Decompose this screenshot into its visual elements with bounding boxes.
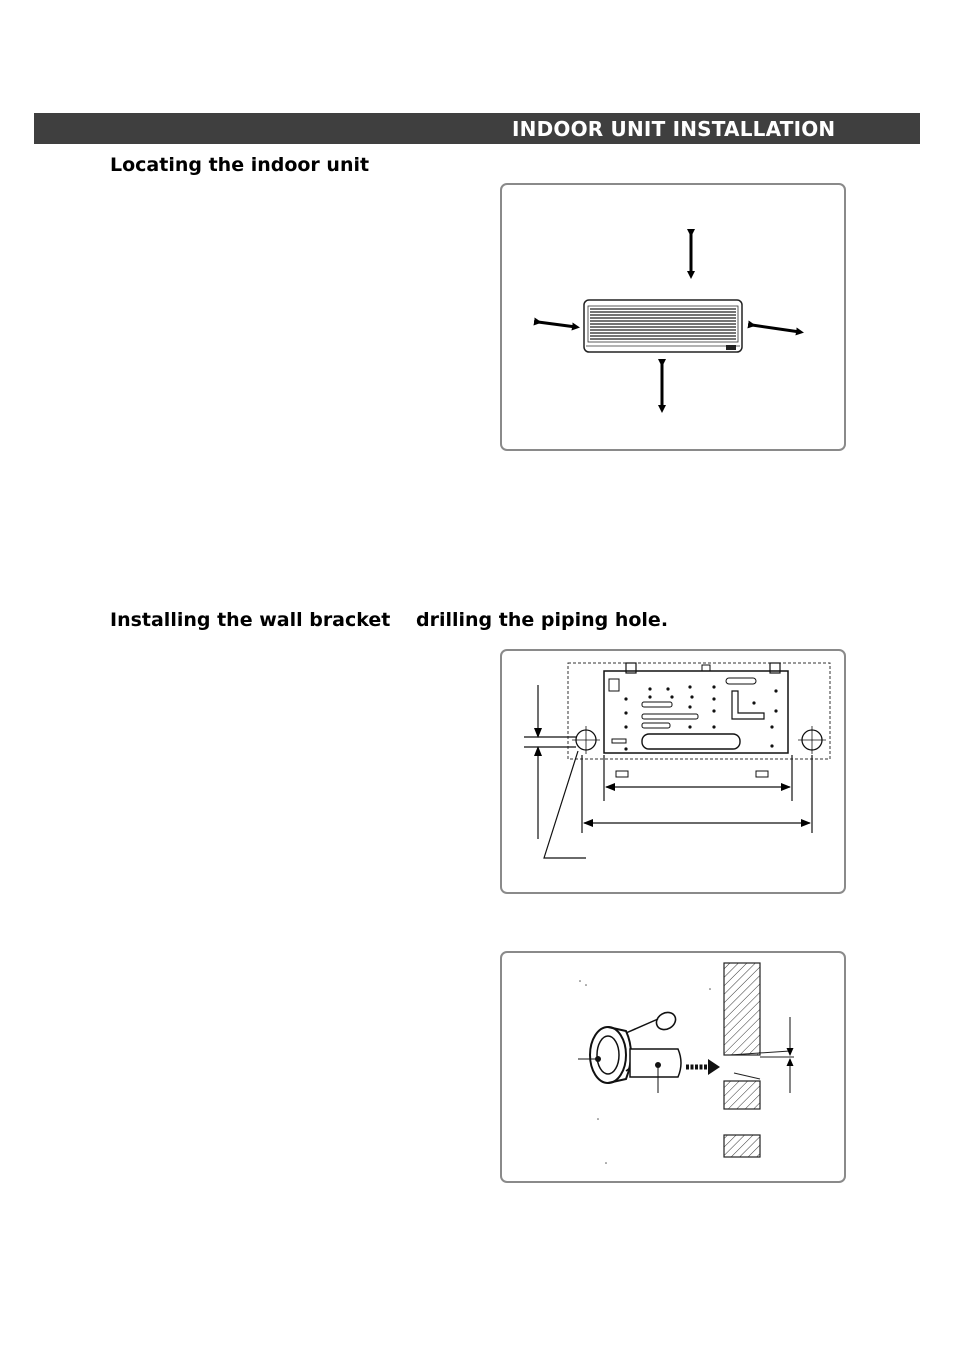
section-heading-piping-hole: drilling the piping hole. (416, 609, 669, 631)
page-title: INDOOR UNIT INSTALLATION (512, 117, 836, 141)
indoor-unit-clearance-icon (502, 185, 844, 449)
bracket-plate (604, 663, 788, 777)
indoor-unit-body (584, 300, 742, 352)
piping-hole-right (798, 726, 826, 754)
wall-bracket-figure (500, 649, 846, 894)
indoor-unit-clearance-figure (500, 183, 846, 451)
section-heading-locating: Locating the indoor unit (110, 154, 370, 176)
piping-hole-drilling-figure (500, 951, 846, 1183)
section-heading-wall-bracket: Installing the wall bracket (110, 609, 391, 631)
horizontal-dimensions (582, 755, 812, 833)
drill-direction-arrow (686, 1059, 720, 1075)
piping-hole-drilling-icon (502, 953, 844, 1181)
hole-cutter (578, 1009, 681, 1093)
piping-hole-left (572, 726, 600, 754)
leader-line (544, 751, 586, 858)
wall-bracket-icon (502, 651, 844, 892)
wall-section (724, 963, 790, 1157)
slope-dimension (760, 1017, 794, 1093)
